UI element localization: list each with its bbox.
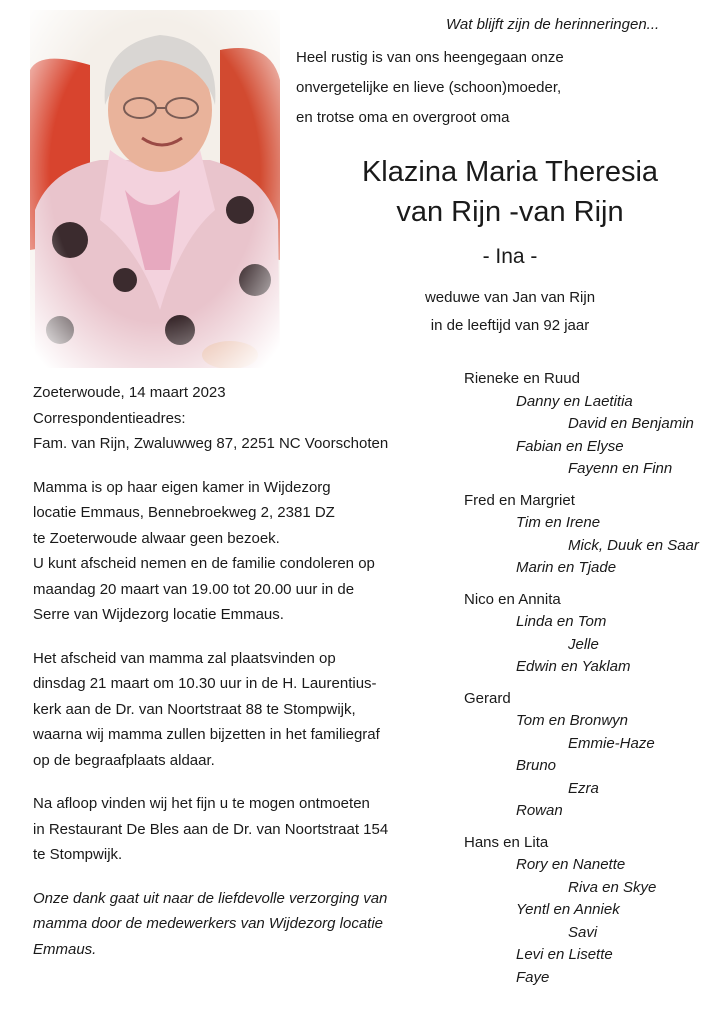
age-line: in de leeftijd van 92 jaar [430,317,590,334]
family-child: Fabian en Elyse [516,437,624,455]
paragraph-line: locatie Emmaus, Bennebroekweg 2, 2381 DZ [33,504,335,521]
family-child: Yentl en Anniek [516,901,620,918]
paragraph-line: Serre van Wijdezorg locatie Emmaus. [33,606,284,623]
family-grandchild: Mick, Duuk en Saar [568,536,699,554]
family-child: Tom en Bronwyn [516,712,629,729]
intro-line: onvergetelijke en lieve (schoon)moeder, [296,79,562,96]
intro-text [296,43,716,133]
family-child: Tim en Irene [516,514,601,531]
family-child: Faye [516,968,550,986]
family-child: Edwin en Yaklam [516,658,631,675]
deceased-block [300,152,720,340]
paragraph-line: Na afloop vinden wij het fijn u te mogen ontmoeten [33,795,370,812]
paragraph-farewell [33,646,433,774]
paragraph-line: op de begraafplaats aldaar. [33,751,215,769]
paragraph-line: U kunt afscheid nemen en de familie condoleren op [33,555,375,572]
correspondence-address: Fam. van Rijn, Zwaluwweg 87, 2251 NC Voorschoten [33,435,389,452]
family-head: Nico en Annita [464,590,561,608]
paragraph-line: Het afscheid van mamma zal plaatsvinden op [33,649,336,667]
deceased-name-line2: van Rijn -van Rijn [396,196,624,228]
paragraph-line: waarna wij mamma zullen bijzetten in het familiegraf [33,726,380,743]
paragraph-line: Mamma is op haar eigen kamer in Wijdezorg [33,478,331,496]
paragraph-line: Onze dank gaat uit naar de liefdevolle verzorging van [33,889,388,907]
family-head: Fred en Margriet [464,491,575,509]
place-date: Zoeterwoude, 14 maart 2023 [33,384,226,401]
details-column [33,380,433,980]
family-child: Levi en Lisette [516,946,613,963]
family-grandchild: Savi [568,923,598,941]
family-child: Rowan [516,802,563,819]
family-grandchild: Riva en Skye [568,878,657,896]
intro-line: Heel rustig is van ons heengegaan onze [296,49,564,66]
family-group [464,832,719,990]
family-head: Gerard [464,689,511,707]
paragraph-line: te Stompwijk. [33,846,123,863]
paragraph-line: te Zoeterwoude alwaar geen bezoek. [33,529,280,547]
family-child: Linda en Tom [516,613,607,630]
paragraph-line: maandag 20 maart van 19.00 tot 20.00 uur in de [33,580,355,598]
widow-info [300,284,720,340]
family-group [464,589,719,679]
paragraph-visit [33,475,433,628]
paragraph-line: kerk aan de Dr. van Noortstraat 88 te Stompwijk, [33,700,356,718]
family-group [464,688,719,823]
family-child: Marin en Tjade [516,559,617,576]
family-grandchild: Fayenn en Finn [568,460,673,477]
family-child: Danny en Laetitia [516,392,633,410]
paragraph-line: mamma door de medewerkers van Wijdezorg locatie [33,915,384,932]
family-child: Rory en Nanette [516,856,626,873]
family-head: Rieneke en Ruud [464,370,580,387]
paragraph-thanks [33,886,433,963]
paragraph-line: dinsdag 21 maart om 10.30 uur in de H. Laurentius- [33,675,377,692]
family-head: Hans en Lita [464,833,549,851]
family-group [464,368,719,481]
widow-line: weduwe van Jan van Rijn [424,289,596,306]
correspondence-label: Correspondentieadres: [33,409,186,427]
paragraph-line: Emmaus. [33,940,97,958]
family-grandchild: Ezra [568,779,599,797]
deceased-nickname: - Ina - [482,245,538,268]
intro-line: en trotse oma en overgroot oma [296,109,510,126]
family-grandchild: Jelle [568,635,599,653]
family-grandchild: David en Benjamin [568,415,694,432]
motto: Wat blijft zijn de herinneringen... [446,16,660,33]
family-child: Bruno [516,757,557,774]
paragraph-meeting [33,791,433,868]
paragraph-line: in Restaurant De Bles aan de Dr. van Noortstraat 154 [33,820,389,838]
portrait-illustration [30,10,280,368]
correspondence-block [33,380,433,457]
family-grandchild: Emmie-Haze [568,734,655,752]
portrait-photo [30,10,280,368]
deceased-name-line1: Klazina Maria Theresia [361,156,659,188]
family-list [464,368,719,998]
family-group [464,490,719,580]
